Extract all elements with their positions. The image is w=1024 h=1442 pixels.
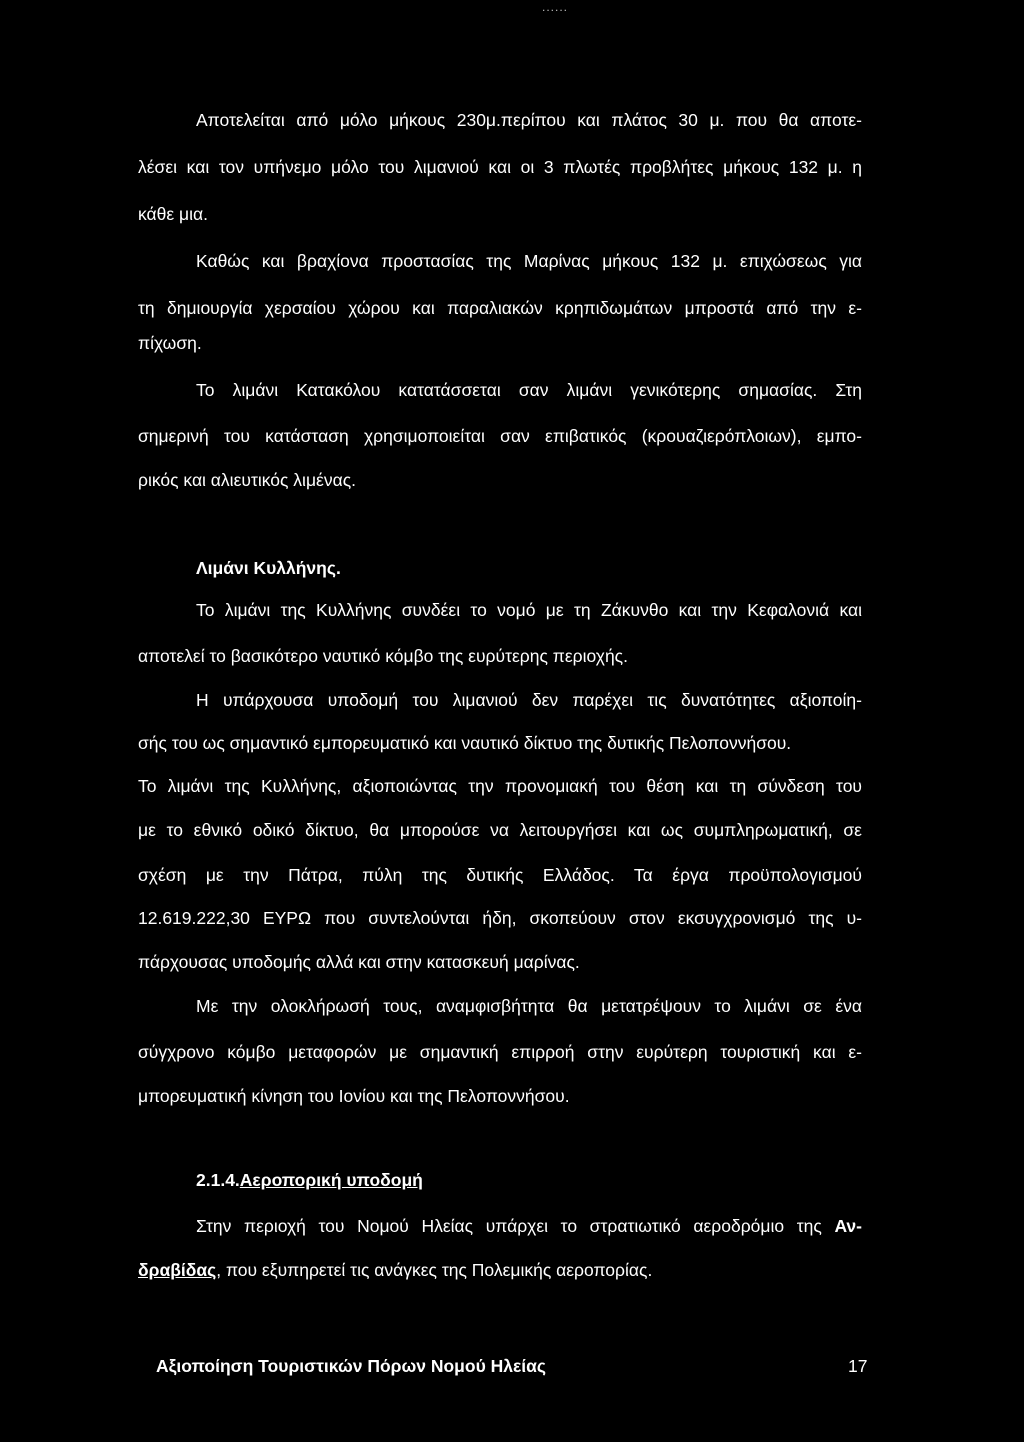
para6-line2: με το εθνικό οδικό δίκτυο, θα μπορούσε να λειτουργήσει και ως συμπληρωματική, σε: [138, 820, 862, 840]
para1-line2: λέσει και τον υπήνεμο μόλο του λιμανιού και οι 3 πλωτές προβλήτες μήκους 132 μ. η: [138, 157, 862, 177]
para8-line1-bold: Αν-: [834, 1216, 862, 1236]
para3-line2: σημερινή του κατάσταση χρησιμοποιείται σαν επιβατικός (κρουαζιερόπλοιων), εμπο-: [138, 426, 862, 446]
para7-line3: μπορευματική κίνηση του Ιονίου και της Πελοποννήσου.: [138, 1086, 570, 1106]
para7-line1: Με την ολοκλήρωσή τους, αναμφισβήτητα θα μετατρέψουν το λιμάνι σε ένα: [196, 996, 862, 1016]
section-title: Αεροπορική υποδομή: [239, 1170, 423, 1190]
para8-line2-bold: δραβίδας: [138, 1260, 217, 1280]
para6-line5: πάρχουσας υποδομής αλλά και στην κατασκευή μαρίνας.: [138, 952, 580, 972]
para8-line1-text: Στην περιοχή του Νομού Ηλείας υπάρχει το στρατιωτικό αεροδρόμιο της: [196, 1216, 835, 1236]
para6-line3: σχέση με την Πάτρα, πύλη της δυτικής Ελλάδος. Τα έργα προϋπολογισμού: [138, 865, 862, 885]
para5-line1: Η υπάρχουσα υποδομή του λιμανιού δεν παρέχει τις δυνατότητες αξιοποίη-: [196, 690, 862, 710]
footer-title: Αξιοποίηση Τουριστικών Πόρων Νομού Ηλείας: [156, 1356, 547, 1376]
para1-line1: Αποτελείται από μόλο μήκους 230μ.περίπου και πλάτος 30 μ. που θα αποτε-: [196, 110, 862, 130]
para8-line2-text: , που εξυπηρετεί τις ανάγκες της Πολεμικής αεροπορίας.: [216, 1260, 653, 1280]
page-number: 17: [848, 1356, 868, 1376]
section-heading: [196, 1170, 423, 1190]
para2-line2: τη δημιουργία χερσαίου χώρου και παραλιακών κρηπιδωμάτων μπροστά από την ε-: [138, 298, 862, 318]
para7-line2: σύγχρονο κόμβο μεταφορών με σημαντική επιρροή στην ευρύτερη τουριστική και ε-: [138, 1042, 862, 1062]
para3-line3: ρικός και αλιευτικός λιμένας.: [138, 470, 356, 490]
section-number: 2.1.4.: [196, 1170, 240, 1190]
para8-line1: [196, 1216, 862, 1236]
header-mark: ......: [542, 0, 569, 14]
para5-line2: σής του ως σημαντικό εμπορευματικό και ναυτικό δίκτυο της δυτικής Πελοποννήσου.: [138, 733, 792, 753]
para8-line2: [138, 1260, 652, 1280]
para6-line4: 12.619.222,30 ΕΥΡΩ που συντελούνται ήδη, σκοπεύουν στον εκσυγχρονισμό της υ-: [138, 908, 862, 928]
para2-line1: Καθώς και βραχίονα προστασίας της Μαρίνας μήκους 132 μ. επιχώσεως για: [196, 251, 862, 271]
para4-line1: Το λιμάνι της Κυλλήνης συνδέει το νομό με τη Ζάκυνθο και την Κεφαλονιά και: [196, 600, 862, 620]
para3-line1: Το λιμάνι Κατακόλου κατατάσσεται σαν λιμάνι γενικότερης σημασίας. Στη: [196, 380, 862, 400]
para4-line2: αποτελεί το βασικότερο ναυτικό κόμβο της ευρύτερης περιοχής.: [138, 646, 628, 666]
heading-kyllini: Λιμάνι Κυλλήνης.: [196, 558, 341, 578]
para6-line1: Το λιμάνι της Κυλλήνης, αξιοποιώντας την προνομιακή του θέση και τη σύνδεση του: [138, 776, 862, 796]
para1-line3: κάθε μια.: [138, 204, 208, 224]
para2-line3: πίχωση.: [138, 333, 202, 353]
